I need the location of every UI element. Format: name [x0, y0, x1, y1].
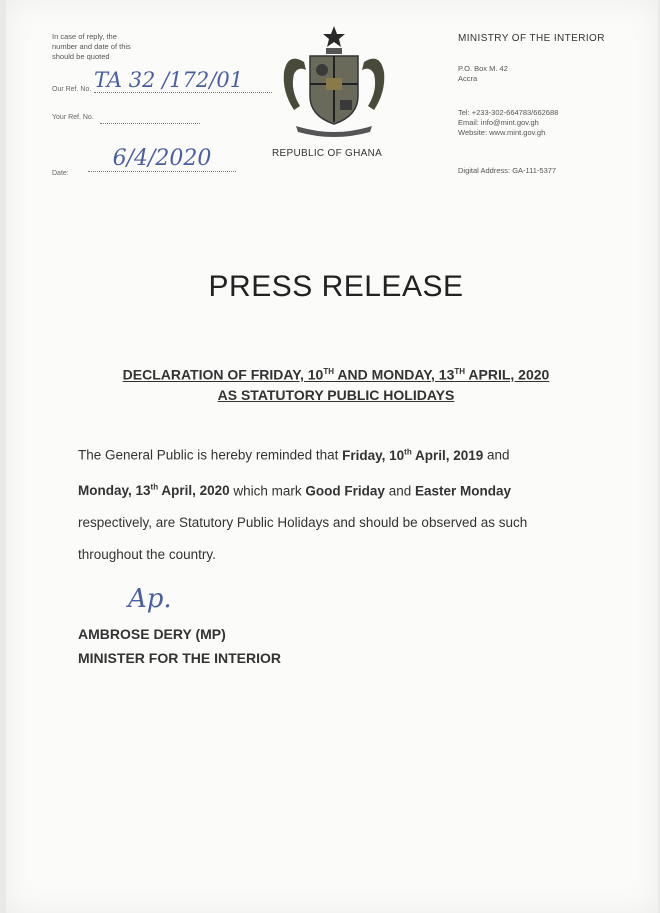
body-line: Monday, 13th April, 2020 which mark Good Friday and Easter Monday [78, 482, 511, 498]
your-ref-label: Your Ref. No. [52, 114, 94, 121]
contact-website: Website: www.mint.gov.gh [458, 128, 546, 137]
postal-address [458, 64, 508, 84]
coat-of-arms-icon [274, 22, 394, 140]
our-ref-value: TA 32 /172/01 [94, 68, 272, 93]
page-title: PRESS RELEASE [208, 270, 464, 303]
reply-note-line: should be quoted [52, 52, 110, 61]
subject-line-2: AS STATUTORY PUBLIC HOLIDAYS [217, 386, 455, 403]
date-label: Date: [52, 170, 69, 177]
reply-note-line: number and date of this [52, 42, 131, 51]
signatory-position: MINISTER FOR THE INTERIOR [78, 650, 281, 666]
date-value: 6/4/2020 [88, 146, 236, 172]
subject-line-1: DECLARATION OF FRIDAY, 10TH AND MONDAY, 13TH APRIL, 2020 [122, 366, 550, 383]
subject-heading [6, 362, 660, 405]
republic-label: REPUBLIC OF GHANA [272, 148, 383, 159]
signatory-name: AMBROSE DERY (MP) [78, 626, 226, 642]
contact-tel: Tel: +233-302-664783/662688 [458, 108, 559, 117]
digital-address: Digital Address: GA-111-5377 [458, 166, 557, 175]
body-line: The General Public is hereby reminded that Friday, 10th April, 2019 and [78, 447, 510, 463]
our-ref-label: Our Ref. No. [52, 86, 92, 93]
your-ref-line [100, 122, 200, 124]
body-line: respectively, are Statutory Public Holidays and should be observed as such [78, 515, 528, 530]
contact-block [458, 108, 558, 138]
document-page [6, 0, 658, 913]
body-line: throughout the country. [78, 547, 216, 562]
signature-mark: Ap. [128, 584, 172, 614]
address-line: P.O. Box M. 42 [458, 64, 508, 73]
body-paragraph [78, 436, 618, 571]
ministry-name: MINISTRY OF THE INTERIOR [458, 33, 605, 44]
signatory-block [78, 622, 281, 670]
reply-note [52, 32, 131, 62]
reply-note-line: In case of reply, the [52, 32, 117, 41]
address-line: Accra [458, 74, 478, 83]
contact-email: Email: info@mint.gov.gh [458, 118, 539, 127]
